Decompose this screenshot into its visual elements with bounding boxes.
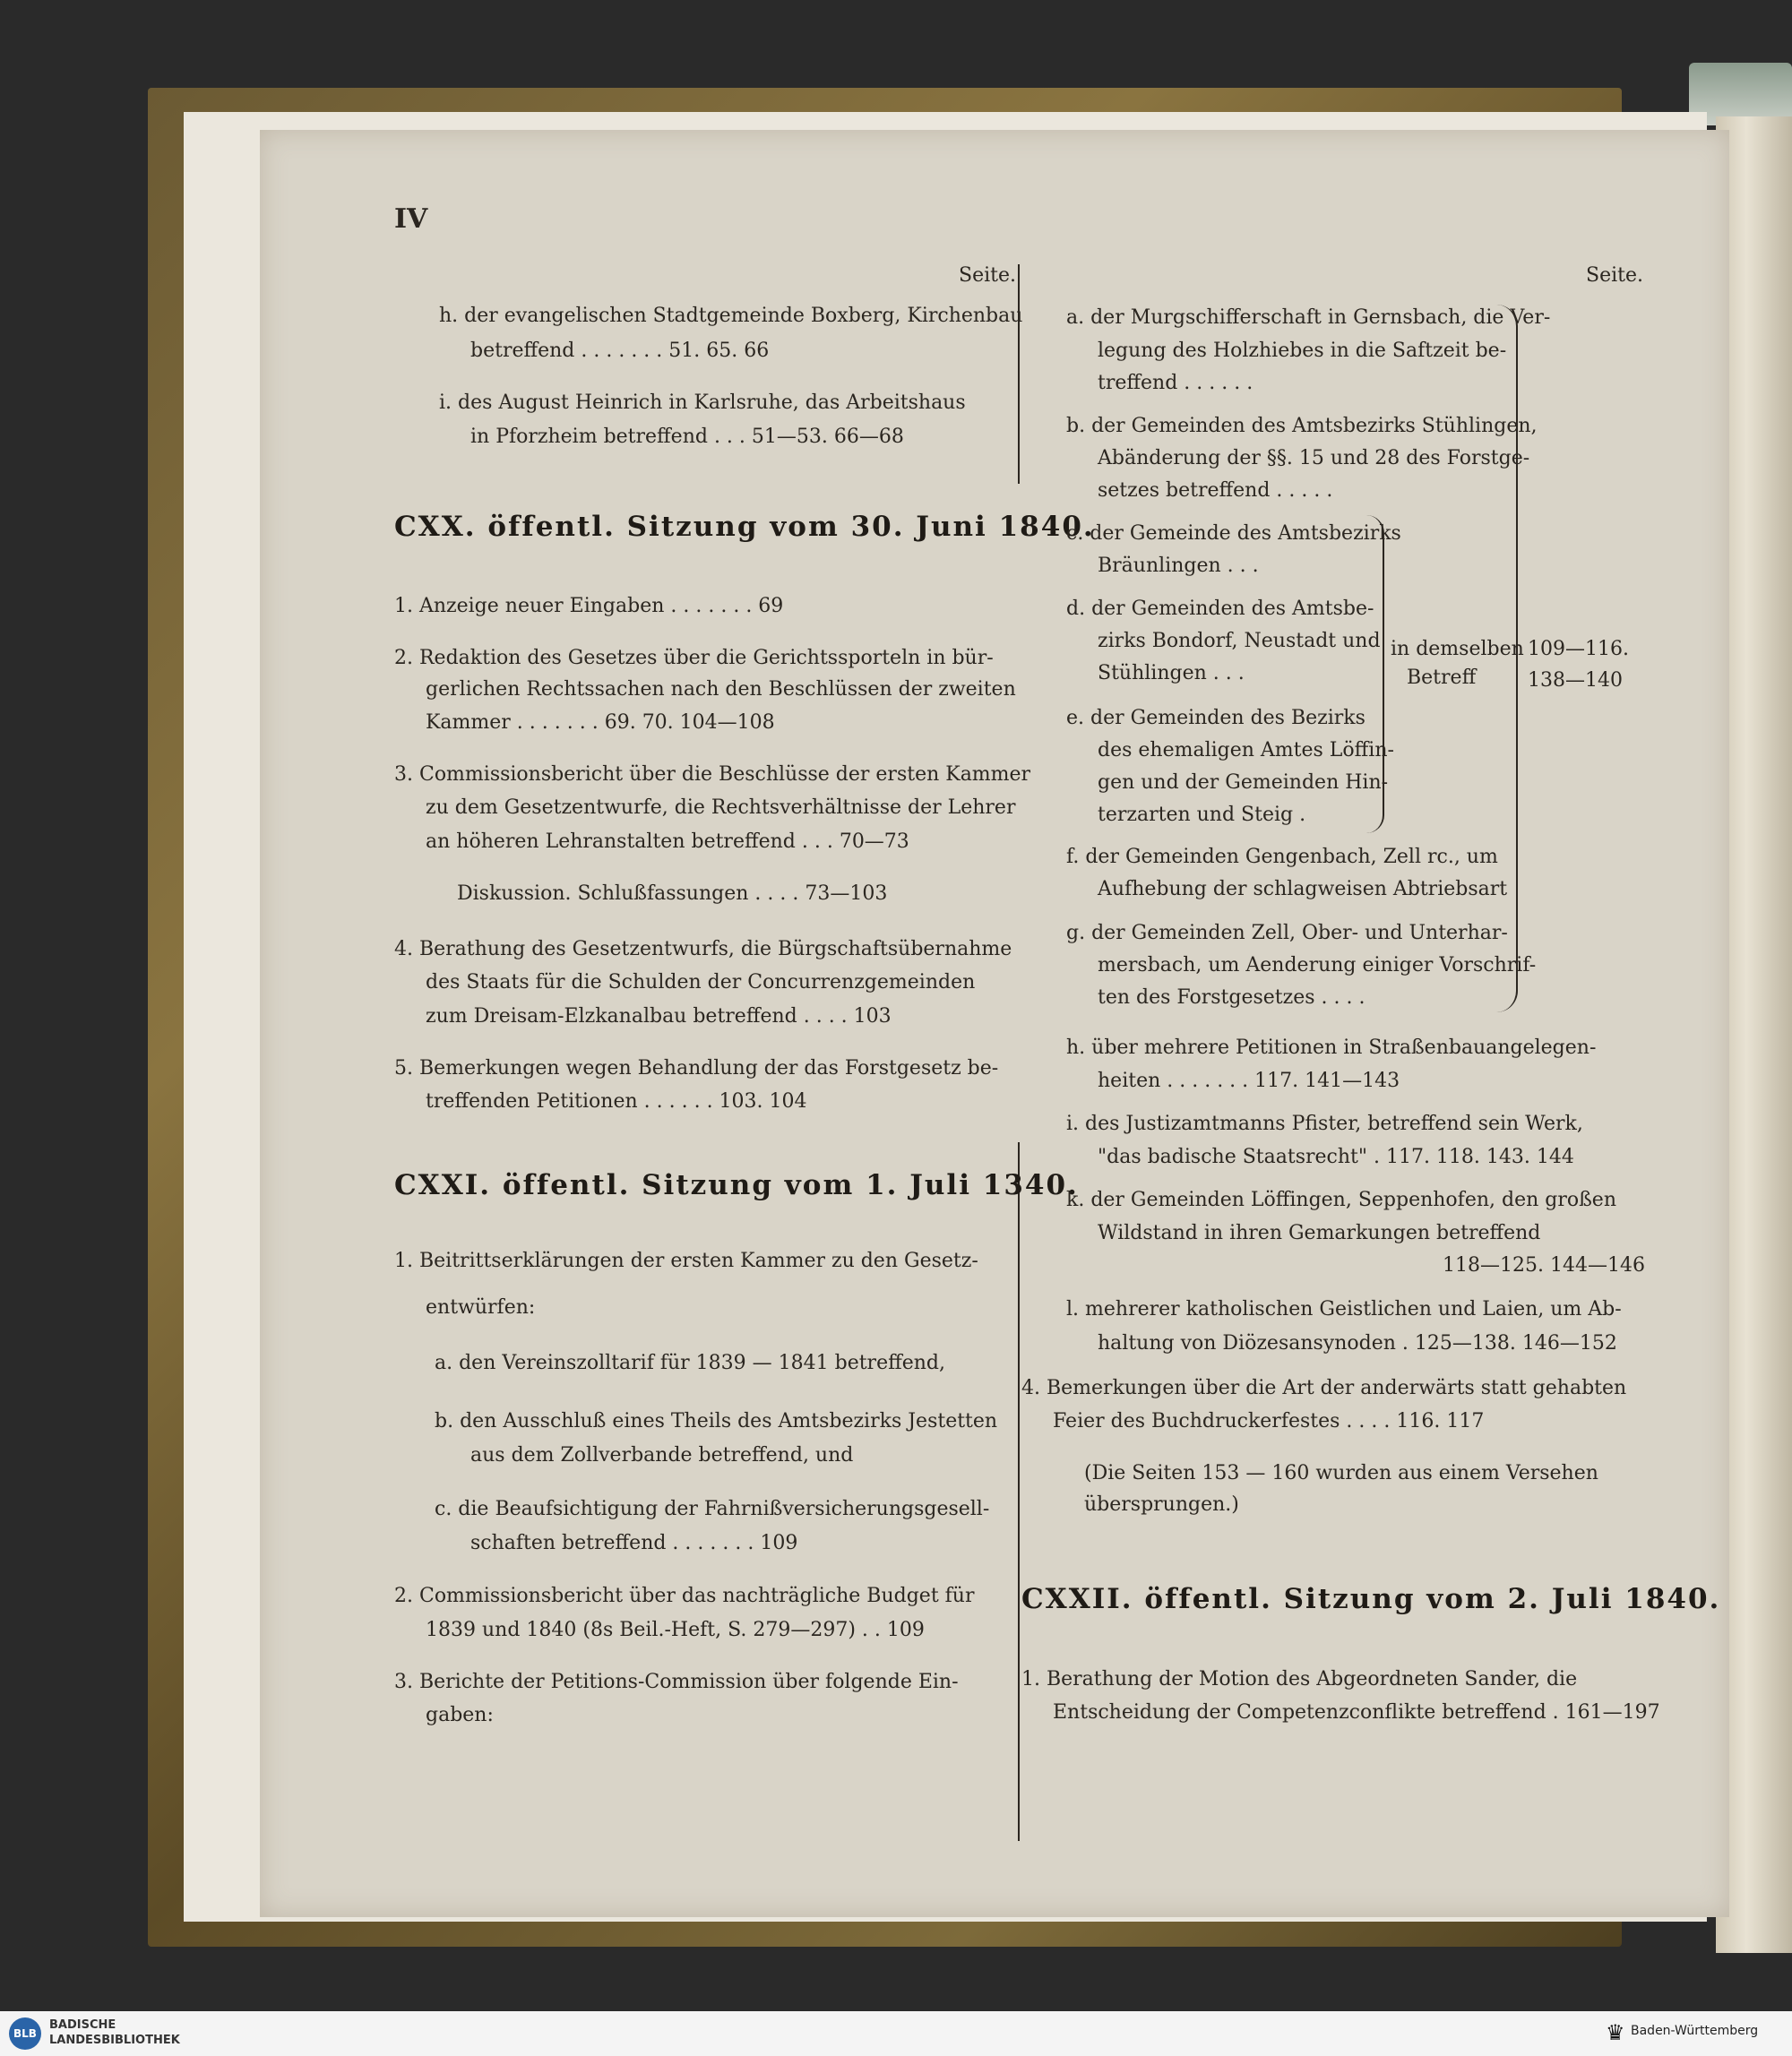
brace-label: Betreff <box>1407 667 1477 689</box>
toc-entry: h. über mehrere Petitionen in Straßenbauangelegen- <box>1066 1037 1597 1059</box>
toc-entry: schaften betreffend . . . . . . . 109 <box>470 1532 798 1554</box>
toc-entry: entwürfen: <box>426 1296 536 1319</box>
page-number: IV <box>394 203 428 235</box>
brace-pages: 109—116. <box>1528 638 1629 660</box>
toc-entry: Wildstand in ihren Gemarkungen betreffend <box>1098 1222 1541 1244</box>
brace-inner <box>1366 515 1384 833</box>
toc-entry: b. den Ausschluß eines Theils des Amtsbezirks Jestetten <box>435 1410 998 1432</box>
toc-entry: legung des Holzhiebes in die Saftzeit be- <box>1098 340 1507 362</box>
toc-entry: Stühlingen . . . <box>1098 662 1245 684</box>
column-divider-top <box>1018 264 1020 484</box>
toc-entry: gaben: <box>426 1704 494 1726</box>
org-name-line1: BADISCHE <box>49 2018 116 2032</box>
toc-entry: Kammer . . . . . . . 69. 70. 104—108 <box>426 711 775 734</box>
toc-entry: g. der Gemeinden Zell, Ober- und Unterhar- <box>1066 922 1508 944</box>
toc-entry: zu dem Gesetzentwurfe, die Rechtsverhältnisse der Lehrer <box>426 796 1016 819</box>
toc-entry: Bräunlingen . . . <box>1098 555 1259 577</box>
toc-entry: 5. Bemerkungen wegen Behandlung der das Forstgesetz be- <box>394 1057 999 1080</box>
left-seite-header: Seite. <box>959 264 1016 287</box>
toc-entry: e. der Gemeinden des Bezirks <box>1066 707 1366 729</box>
toc-entry: k. der Gemeinden Löffingen, Seppenhofen, den großen <box>1066 1189 1616 1211</box>
toc-entry: Diskussion. Schlußfassungen . . . . 73—103 <box>457 882 888 905</box>
toc-entry: setzes betreffend . . . . . <box>1098 479 1333 502</box>
toc-entry: in Pforzheim betreffend . . . 51—53. 66—68 <box>470 426 904 448</box>
brace-outer <box>1496 305 1518 1012</box>
toc-entry: f. der Gemeinden Gengenbach, Zell rc., um <box>1066 846 1498 868</box>
toc-entry: 1. Anzeige neuer Eingaben . . . . . . . 69 <box>394 595 784 617</box>
toc-entry: 1. Berathung der Motion des Abgeordneten Sander, die <box>1021 1668 1578 1690</box>
toc-entry: mersbach, um Aenderung einiger Vorschrif- <box>1098 954 1537 976</box>
brace-pages: 138—140 <box>1528 669 1623 692</box>
toc-entry: Entscheidung der Competenzconflikte betreffend . 161—197 <box>1053 1701 1660 1724</box>
section-heading-cxx: CXX. öffentl. Sitzung vom 30. Juni 1840. <box>394 511 1095 543</box>
toc-entry: terzarten und Steig . <box>1098 804 1306 826</box>
toc-entry: i. des August Heinrich in Karlsruhe, das Arbeitshaus <box>439 391 966 414</box>
toc-entry: b. der Gemeinden des Amtsbezirks Stühlingen, <box>1066 415 1538 437</box>
lion-crest-icon: ♛ <box>1606 2020 1625 2045</box>
toc-entry: Feier des Buchdruckerfestes . . . . 116. 117 <box>1053 1410 1485 1432</box>
toc-entry: treffend . . . . . . <box>1098 372 1254 394</box>
section-heading-cxxi: CXXI. öffentl. Sitzung vom 1. Juli 1340. <box>394 1169 1079 1201</box>
toc-entry: treffenden Petitionen . . . . . . 103. 104 <box>426 1090 807 1113</box>
toc-entry: 1. Beitrittserklärungen der ersten Kammer zu den Gesetz- <box>394 1250 978 1272</box>
toc-entry: gerlichen Rechtssachen nach den Beschlüssen der zweiten <box>426 678 1016 701</box>
blb-logo-icon[interactable]: BLB <box>9 2017 41 2050</box>
toc-entry: a. der Murgschifferschaft in Gernsbach, die Ver- <box>1066 306 1551 329</box>
toc-entry: Aufhebung der schlagweisen Abtriebsart <box>1098 878 1508 900</box>
toc-note: (Die Seiten 153 — 160 wurden aus einem Versehen <box>1084 1462 1598 1484</box>
toc-entry: 2. Redaktion des Gesetzes über die Gerichtssporteln in bür- <box>394 647 994 669</box>
toc-entry: h. der evangelischen Stadtgemeinde Boxberg, Kirchenbau <box>439 305 1023 327</box>
state-label[interactable]: Baden-Württemberg <box>1631 2024 1759 2038</box>
toc-entry: aus dem Zollverbande betreffend, und <box>470 1444 854 1467</box>
toc-entry: 3. Berichte der Petitions-Commission über folgende Ein- <box>394 1671 959 1693</box>
toc-entry: 118—125. 144—146 <box>1443 1254 1645 1277</box>
document-page <box>260 130 1729 1917</box>
toc-entry: heiten . . . . . . . 117. 141—143 <box>1098 1070 1400 1092</box>
toc-entry: gen und der Gemeinden Hin- <box>1098 771 1389 794</box>
toc-note: übersprungen.) <box>1084 1493 1239 1516</box>
toc-entry: a. den Vereinszolltarif für 1839 — 1841 betreffend, <box>435 1352 945 1374</box>
toc-entry: ten des Forstgesetzes . . . . <box>1098 986 1366 1009</box>
right-seite-header: Seite. <box>1586 264 1643 287</box>
toc-entry: 3. Commissionsbericht über die Beschlüsse der ersten Kammer <box>394 763 1031 786</box>
section-heading-cxxii: CXXII. öffentl. Sitzung vom 2. Juli 1840. <box>1021 1583 1721 1615</box>
toc-entry: des ehemaligen Amtes Löffin- <box>1098 739 1394 761</box>
brace-label: in demselben <box>1391 638 1524 660</box>
toc-entry: 1839 und 1840 (8s Beil.-Heft, S. 279—297) . . 109 <box>426 1619 925 1641</box>
toc-entry: l. mehrerer katholischen Geistlichen und Laien, um Ab- <box>1066 1298 1622 1320</box>
viewer-footer <box>0 2011 1792 2056</box>
column-divider-bottom <box>1018 1142 1020 1841</box>
toc-entry: 4. Bemerkungen über die Art der anderwärts statt gehabten <box>1021 1377 1627 1399</box>
toc-entry: c. der Gemeinde des Amtsbezirks <box>1066 522 1401 545</box>
toc-entry: 4. Berathung des Gesetzentwurfs, die Bürgschaftsübernahme <box>394 938 1012 960</box>
toc-entry: zum Dreisam-Elzkanalbau betreffend . . . . 103 <box>426 1005 892 1028</box>
toc-entry: 2. Commissionsbericht über das nachträgliche Budget für <box>394 1585 975 1607</box>
toc-entry: betreffend . . . . . . . 51. 65. 66 <box>470 340 770 362</box>
toc-entry: d. der Gemeinden des Amtsbe- <box>1066 598 1374 620</box>
toc-entry: zirks Bondorf, Neustadt und <box>1098 630 1381 652</box>
toc-entry: "das badische Staatsrecht" . 117. 118. 143. 144 <box>1098 1146 1574 1168</box>
org-name-line2: LANDESBIBLIOTHEK <box>49 2034 180 2047</box>
toc-entry: i. des Justizamtmanns Pfister, betreffend sein Werk, <box>1066 1113 1583 1135</box>
toc-entry: c. die Beaufsichtigung der Fahrnißversicherungsgesell- <box>435 1498 990 1520</box>
toc-entry: an höheren Lehranstalten betreffend . . . 70—73 <box>426 830 909 853</box>
toc-entry: Abänderung der §§. 15 und 28 des Forstge- <box>1098 447 1530 469</box>
toc-entry: des Staats für die Schulden der Concurrenzgemeinden <box>426 971 976 994</box>
toc-entry: haltung von Diözesansynoden . 125—138. 146—152 <box>1098 1332 1617 1355</box>
